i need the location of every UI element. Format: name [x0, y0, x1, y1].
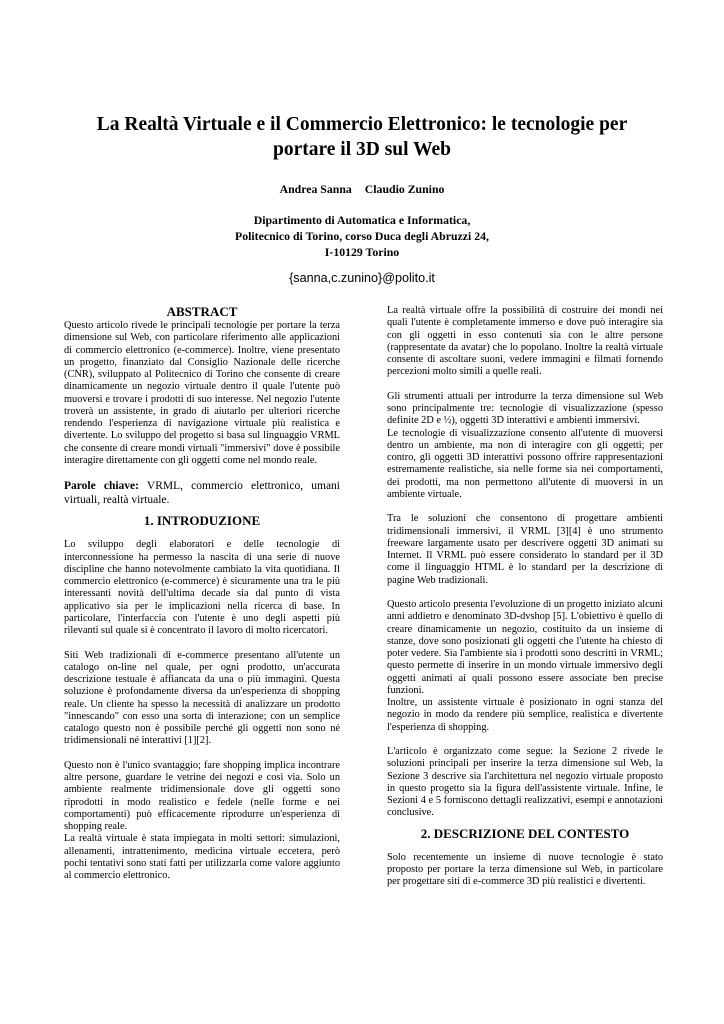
author-2: Claudio Zunino: [364, 182, 445, 196]
right-column: [387, 305, 663, 888]
section-2-paragraph-1: Solo recentemente un insieme di nuove tecnologie è stato proposto per portare la terza dimensione sul Web, in particolare per progettare siti di e-commerce 3D più realistici e divertenti.: [387, 851, 663, 887]
keywords: [64, 479, 340, 507]
affiliation-line-1: Dipartimento di Automatica e Informatica,: [253, 213, 471, 227]
keywords-label: Parole chiave:: [64, 480, 139, 493]
affiliation: [0, 212, 724, 261]
right-paragraph-4: Tra le soluzioni che consentono di progettare ambienti tridimensionali immersivi, il VRML [3][4] è uno strumento freeware largamente usato per descrivere oggetti 3D animati su Internet. Il VRML può essere considerato lo standard per il 3D come il linguaggio HTML è lo standard per la descrizione di pagine Web tradizionali.: [387, 513, 663, 586]
keywords-text: VRML, commercio elettronico, umani virtuali, realtà virtuale.: [64, 480, 340, 507]
abstract-text: Questo articolo rivede le principali tecnologie per portare la terza dimensione sul Web, con particolare riferimento alle applicazioni di commercio elettronico (e-commerce). Inoltre, viene presentato un progetto, finanziato dal Consiglio Nazionale delle ricerche (CNR), sviluppato al Politecnico di Torino che consente di creare dinamicamente un negozio virtuale dentro il quale l'utente può muoversi e trovare i prodotti di suo interesse. Nel negozio l'utente troverà un assistente, in grado di aiutarlo per ulteriori ricerche rendendo l'esperienza di navigazione virtuale più realistica e divertente. Lo sviluppo del progetto si basa sul linguaggio VRML che consente di creare mondi virtuali "immersivi" dove è possibile interagire direttamente con gli oggetti come nel mondo reale.: [64, 320, 340, 466]
section-1-heading: 1. INTRODUZIONE: [143, 513, 261, 529]
right-paragraph-2: Gli strumenti attuali per introdurre la terza dimensione sul Web sono principalmente tre: tecnologie di visualizzazione (spesso definite 2D e ½), oggetti 3D interattivi e ambienti immersivi.: [387, 390, 663, 427]
right-paragraph-3: Le tecnologie di visualizzazione consento all'utente di muoversi dentro un ambiente, ma non di interagire con gli oggetti; per contro, gli oggetti 3D interattivi possono offrire rappresentazioni estremamente realistiche, sia nelle forme sia nei comportamenti, dei prodotti, ma non permettono all'utente di muoversi in un ambiente virtuale.: [387, 427, 663, 500]
section-1-paragraph-3: Questo non è l'unico svantaggio; fare shopping implica incontrare altre persone, guardare le vetrine dei negozi e così via. Solo un ambiente realmente tridimensionale dove gli oggetti sono riprodotti in modo realistico e fedele (nelle forme e nei comportamenti) può efficacemente riprodurre un'esperienza di shopping reale.: [64, 759, 340, 832]
right-paragraph-7: L'articolo è organizzato come segue: la Sezione 2 rivede le soluzioni principali per inserire la terza dimensione sul Web, la Sezione 3 descrive sia l'architettura nel negozio virtuale proposto in questo progetto sia la figura dell'assistente virtuale. Infine, le Sezioni 4 e 5 forniscono dettagli realizzativi, esempi e annotazioni conclusive.: [387, 746, 663, 819]
title-line-1: La Realtà Virtuale e il Commercio Elettronico: le tecnologie per: [96, 114, 628, 135]
author-1: Andrea Sanna: [279, 182, 352, 196]
abstract-heading: ABSTRACT: [166, 304, 238, 319]
section-1-paragraph-2: Siti Web tradizionali di e-commerce presentano all'utente un catalogo on-line nel quale, per ogni prodotto, un'accurata descrizione testuale è affiancata da una o più immagini. Questa soluzione è profondamente diversa da un'esperienza di shopping reale. Un cliente ha spesso la necessità di analizzare un prodotto "innescando" con esso una sorta di interazione; con un semplice catalogo questo non è possibile perché gli oggetti non sono né tridimensionali né interattivi [1][2].: [64, 649, 340, 747]
section-2-heading: 2. DESCRIZIONE DEL CONTESTO: [420, 825, 630, 841]
section-1-paragraph-1: Lo sviluppo degli elaboratori e delle tecnologie di interconnessione ha permesso la nascita di una serie di nuove discipline che hanno notevolmente cambiato la vita quotidiana. Il commercio elettronico (e-commerce) è sicuramente una tra le più interessanti novità dell'ultima decade sia dal punto di vista applicativo sia per le implicazioni nella ricerca di base. In particolare, l'interfaccia con l'utente è uno degli aspetti più rilevanti sul quale si è concentrato il lavoro di molto ricercatori.: [64, 539, 340, 636]
right-paragraph-6: Inoltre, un assistente virtuale è posizionato in ogni stanza del negozio in modo da rendere più semplice, realistica e divertente l'esperienza di shopping.: [387, 697, 663, 733]
left-column: [64, 304, 340, 882]
authors: [0, 182, 724, 197]
title-line-2: portare il 3D sul Web: [272, 139, 452, 160]
section-1-paragraph-4: La realtà virtuale è stata impiegata in molti settori: simulazioni, allenamenti, intrattenimento, medicina virtuale eccetera, però pochi tentativi sono stati fatti per utilizzarla come valore aggiunto al commercio elettronico.: [64, 833, 340, 881]
affiliation-line-3: I-10129 Torino: [324, 245, 400, 260]
affiliation-line-2: Politecnico di Torino, corso Duca degli Abruzzi 24,: [235, 229, 489, 244]
paper-title: [60, 112, 664, 162]
email: {sanna,c.zunino}@polito.it: [289, 271, 435, 285]
right-paragraph-5: Questo articolo presenta l'evoluzione di un progetto iniziato alcuni anni addietro e denominato 3D-dvshop [5]. L'obiettivo è quello di creare dinamicamente un negozio, costituito da un insieme di stanze, dove sono posizionati gli oggetti che l'utente ha chiesto di poter vedere. Sia l'ambiente sia i prodotti sono descritti in VRML; questo permette di inserire in un mondo virtuale immersivo degli oggetti animati ai quali possono essere associate ben precise funzioni.: [387, 599, 663, 696]
right-paragraph-1: La realtà virtuale offre la possibilità di costruire dei mondi nei quali l'utente è completamente immerso e dove può interagire sia con gli oggetti in esso contenuti sia con le altre persone (rappresentate da avatar) che lo popolano. Inoltre la realtà virtuale consente di ascoltare suoni, vedere immagini e filmati fornendo percezioni molto simili a quelle reali.: [387, 305, 663, 378]
